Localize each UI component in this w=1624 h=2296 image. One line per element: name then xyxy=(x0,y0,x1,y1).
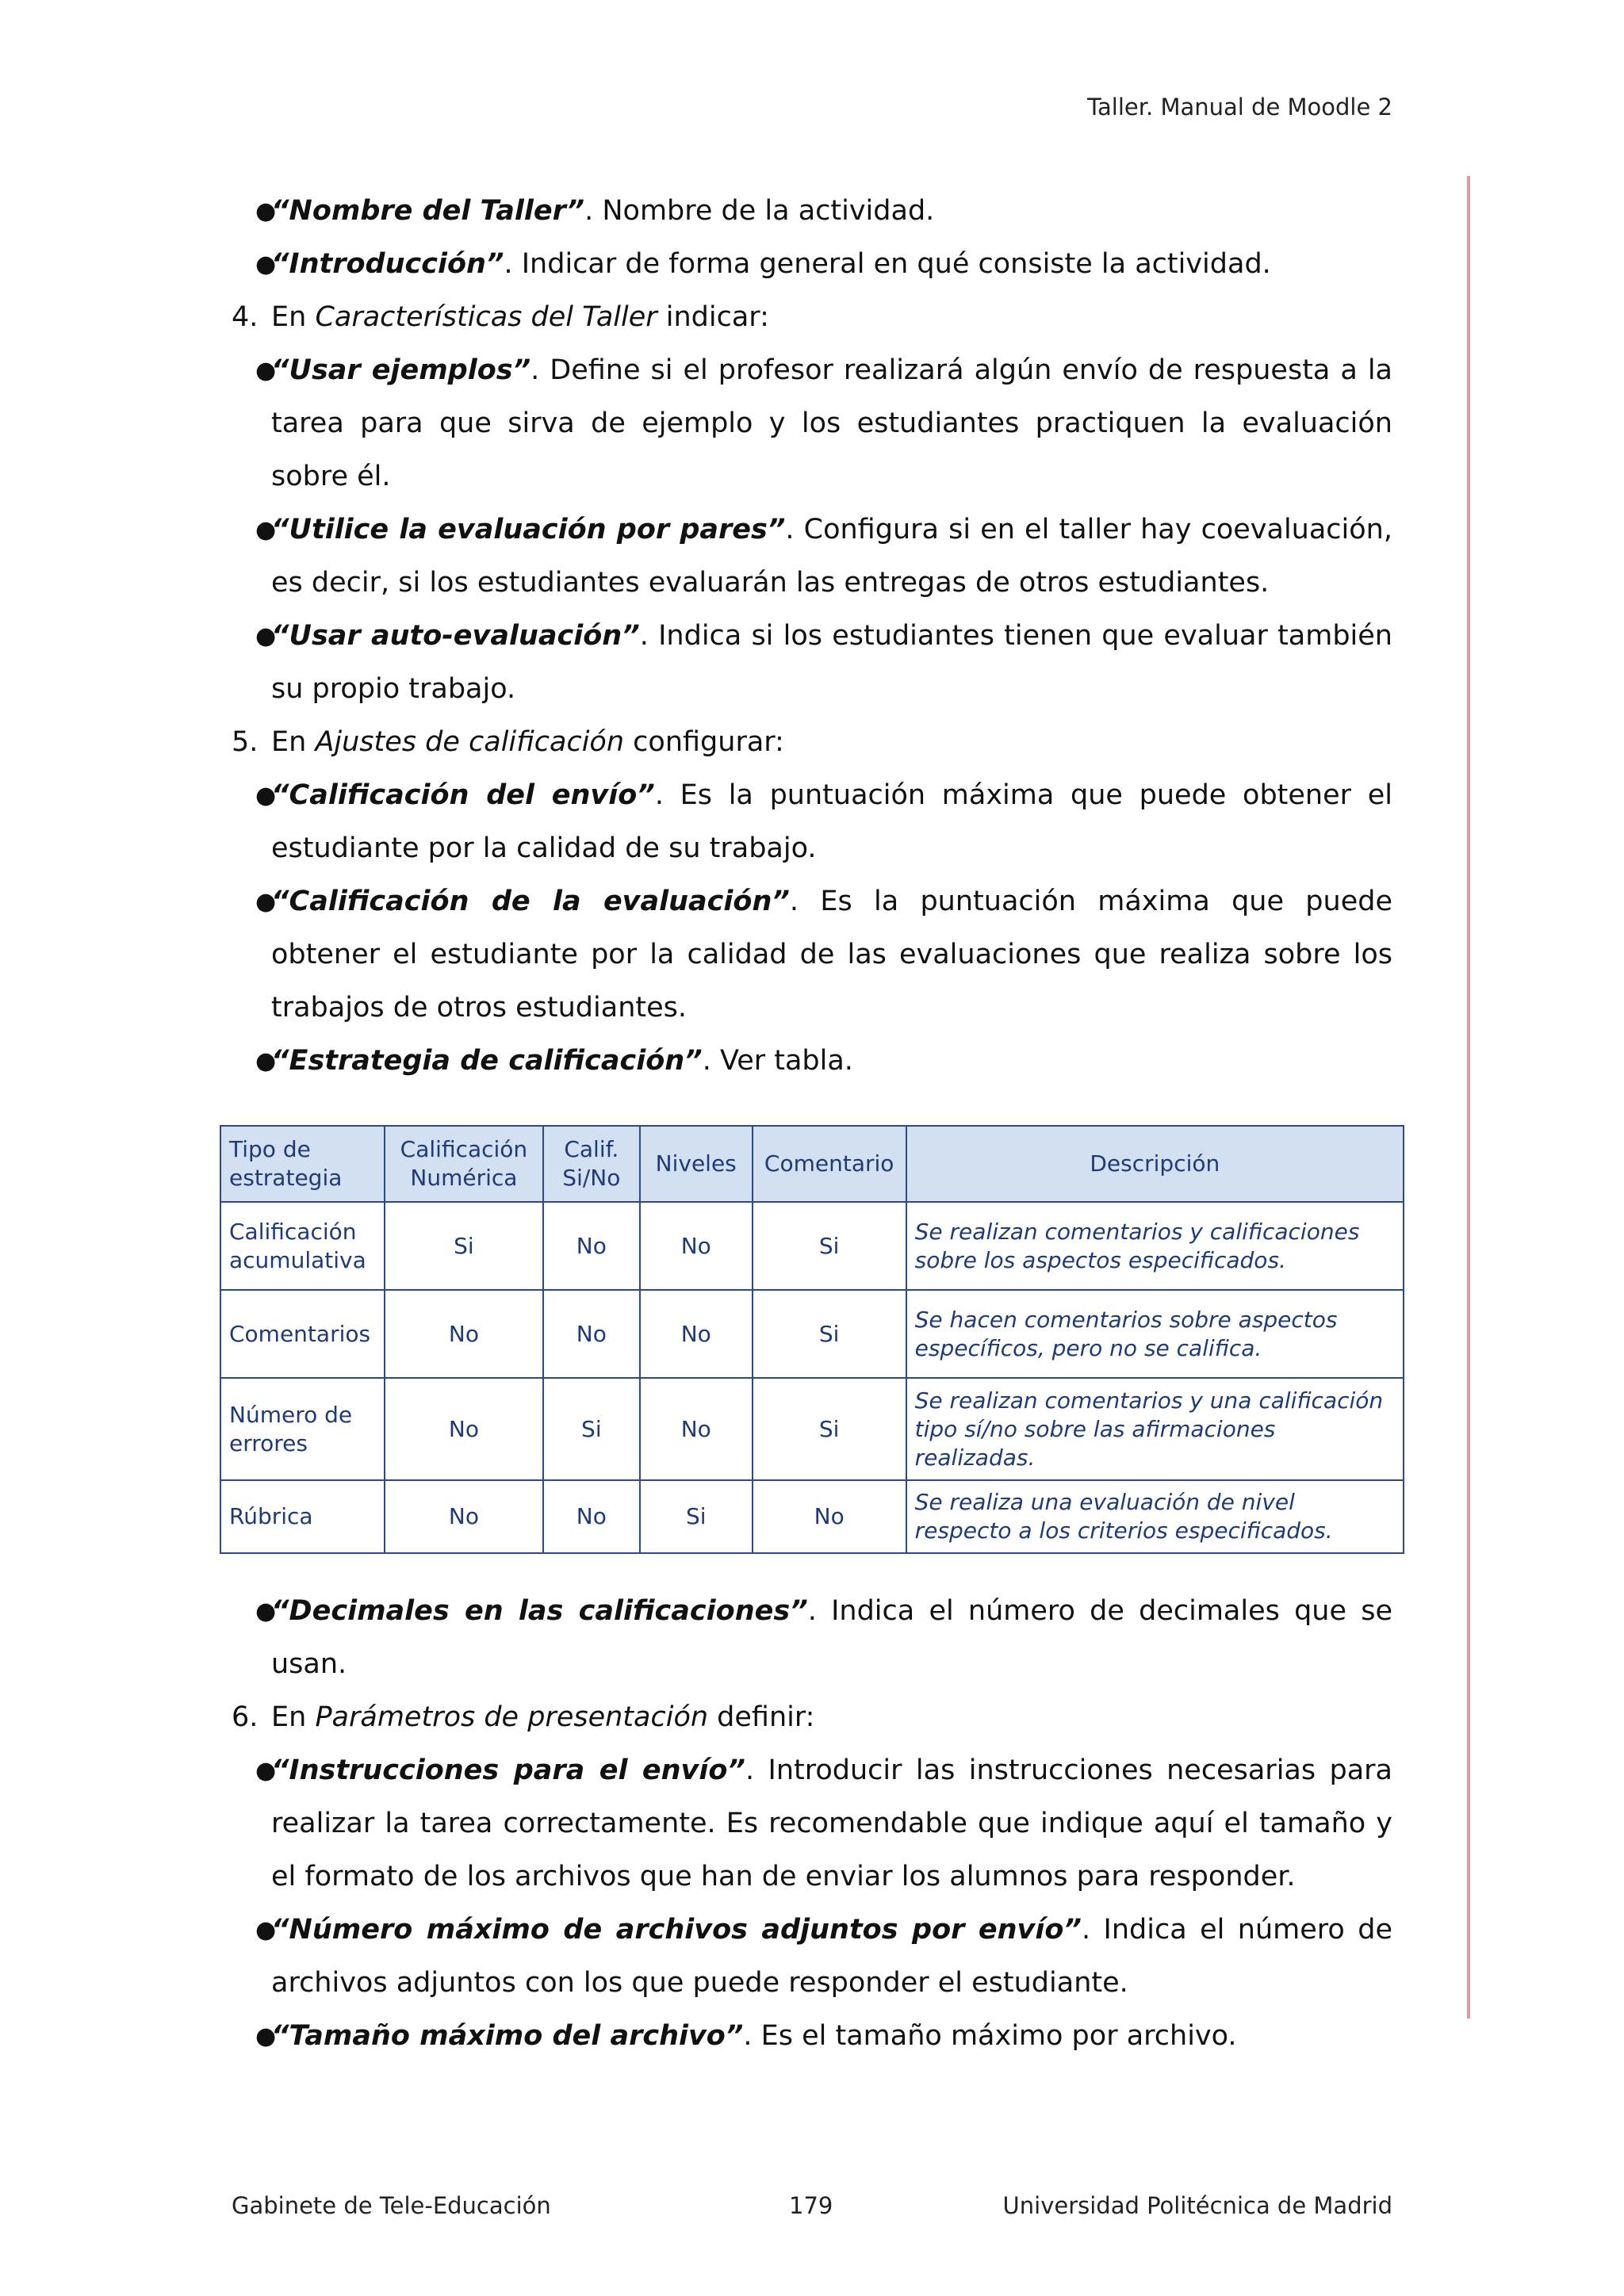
strategy-table xyxy=(220,1125,1404,1554)
strategy-name: Rúbrica xyxy=(220,1480,385,1553)
feature-value: Si xyxy=(753,1202,906,1290)
bullet-icon: ● xyxy=(255,1598,277,1625)
bullet-icon: ● xyxy=(255,1916,277,1944)
numbered-item xyxy=(232,716,1392,769)
bullet-text: . Es la puntuación máxima que puede obtener el estudiante por la calidad de su trabajo. xyxy=(271,779,1392,864)
body-block-2 xyxy=(232,1585,1392,2063)
bullet-icon: ● xyxy=(255,251,277,278)
bullet-icon: ● xyxy=(255,782,277,809)
feature-value: Si xyxy=(753,1290,906,1378)
body-block-1 xyxy=(232,185,1392,1088)
bullet-text: . Define si el profesor realizará algún envío de respuesta a la tarea para que sirva de ejemplo y los estudiantes practiquen la evaluación sobre él. xyxy=(271,354,1392,492)
feature-value: No xyxy=(640,1290,753,1378)
bullet-text: . Es la puntuación máxima que puede obtener el estudiante por la calidad de las evaluaciones que realiza sobre los trabajos de otros estudiantes. xyxy=(271,886,1392,1024)
strategy-name: Número de errores xyxy=(220,1378,385,1480)
bullet-text: . Configura si en el taller hay coevaluación, es decir, si los estudiantes evaluarán las entregas de otros estudiantes. xyxy=(271,514,1392,599)
bullet-term: “Nombre del Taller” xyxy=(271,195,585,227)
feature-value: No xyxy=(753,1480,906,1553)
strategy-description: Se realizan comentarios y calificaciones sobre los aspectos especificados. xyxy=(906,1202,1404,1290)
running-header: Taller. Manual de Moodle 2 xyxy=(1087,94,1392,121)
page-number: 179 xyxy=(789,2192,833,2219)
item-suffix: configurar: xyxy=(624,726,784,758)
table-row xyxy=(220,1202,1404,1290)
strategy-name: Calificación acumulativa xyxy=(220,1202,385,1290)
bullet-text: . Indica el número de archivos adjuntos con los que puede responder el estudiante. xyxy=(271,1914,1392,1999)
header-cell: Niveles xyxy=(640,1126,753,1202)
bullet-icon: ● xyxy=(255,1047,277,1075)
bullet-item xyxy=(232,769,1392,875)
bullet-term: “Decimales en las calificaciones” xyxy=(271,1595,808,1627)
item-number: 6. xyxy=(232,1701,259,1733)
feature-value: Si xyxy=(543,1378,640,1480)
bullet-icon: ● xyxy=(255,197,277,225)
strategy-description: Se realizan comentarios y una calificación tipo sí/no sobre las afirmaciones realizadas. xyxy=(906,1378,1404,1480)
bullet-term: “Usar ejemplos” xyxy=(271,354,531,386)
header-cell: Comentario xyxy=(753,1126,906,1202)
bullet-term: “Calificación de la evaluación” xyxy=(271,886,790,917)
numbered-item xyxy=(232,1691,1392,1744)
bullet-text: . Indicar de forma general en qué consiste la actividad. xyxy=(504,248,1271,280)
item-section-name: Ajustes de calificación xyxy=(315,726,625,758)
item-prefix: En xyxy=(271,301,316,333)
feature-value: Si xyxy=(385,1202,543,1290)
strategy-name: Comentarios xyxy=(220,1290,385,1378)
item-section-name: Parámetros de presentación xyxy=(315,1701,709,1733)
footer-right: Universidad Politécnica de Madrid xyxy=(1002,2192,1392,2219)
item-suffix: definir: xyxy=(708,1701,815,1733)
numbered-item xyxy=(232,291,1392,344)
bullet-item xyxy=(232,344,1392,503)
bullet-item xyxy=(232,238,1392,291)
bullet-item xyxy=(232,1904,1392,2010)
table-header-row xyxy=(220,1126,1404,1202)
feature-value: No xyxy=(543,1202,640,1290)
feature-value: Si xyxy=(753,1378,906,1480)
bullet-icon: ● xyxy=(255,888,277,916)
bullet-item xyxy=(232,1035,1392,1088)
bullet-term: “Calificación del envío” xyxy=(271,779,655,811)
bullet-item xyxy=(232,610,1392,716)
bullet-icon: ● xyxy=(255,2022,277,2050)
bullet-item xyxy=(232,875,1392,1035)
bullet-text: . Introducir las instrucciones necesarias para realizar la tarea correctamente. Es recomendable que indique aquí el tamaño y el formato de los archivos que han de enviar los alumnos para responder. xyxy=(271,1755,1392,1892)
header-cell: Tipo de estrategia xyxy=(220,1126,385,1202)
table-row xyxy=(220,1378,1404,1480)
table-row xyxy=(220,1290,1404,1378)
bullet-text: . Nombre de la actividad. xyxy=(584,195,935,227)
bullet-item xyxy=(232,185,1392,238)
feature-value: No xyxy=(385,1480,543,1553)
margin-rule xyxy=(1467,176,1470,2019)
bullet-term: “Estrategia de calificación” xyxy=(271,1045,703,1077)
item-section-name: Características del Taller xyxy=(315,301,657,333)
bullet-term: “Tamaño máximo del archivo” xyxy=(271,2020,744,2052)
feature-value: No xyxy=(385,1378,543,1480)
feature-value: No xyxy=(640,1202,753,1290)
strategy-description: Se hacen comentarios sobre aspectos específicos, pero no se califica. xyxy=(906,1290,1404,1378)
bullet-term: “Número máximo de archivos adjuntos por envío” xyxy=(271,1914,1082,1946)
header-cell: Calificación Numérica xyxy=(385,1126,543,1202)
bullet-item xyxy=(232,1585,1392,1691)
strategy-description: Se realiza una evaluación de nivel respecto a los criterios especificados. xyxy=(906,1480,1404,1553)
bullet-text: . Es el tamaño máximo por archivo. xyxy=(743,2020,1237,2052)
bullet-icon: ● xyxy=(255,357,277,385)
header-cell: Calif. Si/No xyxy=(543,1126,640,1202)
item-suffix: indicar: xyxy=(657,301,769,333)
bullet-item xyxy=(232,2010,1392,2063)
bullet-term: “Utilice la evaluación por pares” xyxy=(271,514,786,545)
bullet-item xyxy=(232,503,1392,610)
item-prefix: En xyxy=(271,726,316,758)
feature-value: Si xyxy=(640,1480,753,1553)
bullet-icon: ● xyxy=(255,622,277,650)
feature-value: No xyxy=(640,1378,753,1480)
header-cell: Descripción xyxy=(906,1126,1404,1202)
feature-value: No xyxy=(543,1290,640,1378)
bullet-item xyxy=(232,1744,1392,1904)
bullet-icon: ● xyxy=(255,516,277,544)
bullet-text: . Indica el número de decimales que se usan. xyxy=(271,1595,1392,1680)
feature-value: No xyxy=(543,1480,640,1553)
bullet-icon: ● xyxy=(255,1757,277,1785)
feature-value: No xyxy=(385,1290,543,1378)
bullet-term: “Instrucciones para el envío” xyxy=(271,1755,745,1786)
item-number: 4. xyxy=(232,301,259,333)
bullet-text: . Ver tabla. xyxy=(702,1045,853,1077)
bullet-term: “Introducción” xyxy=(271,248,504,280)
item-prefix: En xyxy=(271,1701,316,1733)
bullet-text: . Indica si los estudiantes tienen que evaluar también su propio trabajo. xyxy=(271,620,1392,705)
bullet-term: “Usar auto-evaluación” xyxy=(271,620,640,652)
item-number: 5. xyxy=(232,726,259,758)
footer-left: Gabinete de Tele-Educación xyxy=(232,2192,551,2219)
table-row xyxy=(220,1480,1404,1553)
